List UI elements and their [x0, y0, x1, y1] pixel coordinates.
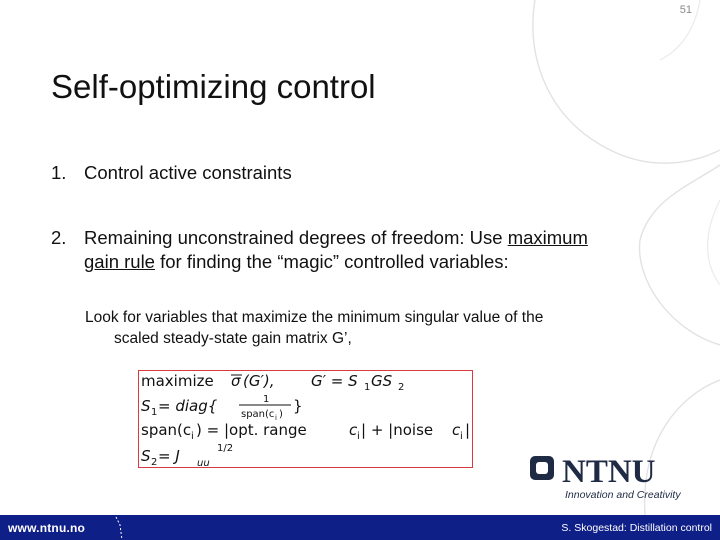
slide-title: Self-optimizing control [51, 68, 376, 105]
formula-line-2-eq: = diag{ [158, 397, 218, 415]
formula-line-4-lhs: S [141, 447, 151, 465]
list-item-text: Control active constraints [84, 162, 292, 183]
footer-bar [0, 515, 720, 540]
formula-line-1-mid: GS [371, 372, 393, 390]
formula-line-2-numerator: 1 [263, 394, 270, 405]
footer-decoration [112, 515, 132, 540]
formula-line-1-sub-1: 1 [364, 382, 371, 393]
formula-line-4-sub: uu [197, 458, 210, 467]
list-item-number: 2. [51, 227, 67, 248]
sub-item-line-2: scaled steady-state gain matrix G’, [114, 330, 352, 347]
formula-line-1-prefix: maximize [141, 372, 214, 390]
ntnu-logo [530, 454, 690, 504]
formula-line-2-lhs: S [141, 397, 151, 415]
formula-line-3-end-sub: i [460, 431, 463, 442]
formula-line-3-var-sub: i [357, 431, 360, 442]
formula-line-2-denominator-close: ) [279, 409, 283, 420]
logo-tagline: Innovation and Creativity [565, 489, 681, 501]
formula-equations [139, 371, 472, 467]
formula-line-4-lhs-sub: 2 [151, 457, 158, 467]
list-item-text [84, 226, 611, 274]
list-item-text-end: for finding the “magic” controlled variables: [154, 251, 509, 272]
sub-item-line-1: Look for variables that maximize the minimum singular value of the [85, 309, 544, 326]
list-item-2 [51, 226, 611, 274]
formula-line-3-plus: | + |noise [361, 421, 434, 439]
formula-line-1-sub-2: 2 [398, 382, 405, 393]
list-item-number: 1. [51, 162, 67, 183]
sub-item [85, 307, 645, 349]
formula-line-3-bar: | [465, 421, 471, 439]
formula-sigma: σ [231, 372, 241, 390]
formula-line-3-var: c [349, 421, 358, 439]
formula-line-3-mid: ) = |opt. range [196, 421, 307, 439]
list-item-1 [51, 161, 292, 185]
formula-line-2-lhs-sub: 1 [151, 407, 158, 418]
formula-line-1-arg: (G′), [243, 372, 275, 390]
list-item-text-start: Remaining unconstrained degrees of freedom: Use [84, 227, 508, 248]
formula-line-2-denominator-sub: i [275, 414, 277, 422]
logo-wordmark: NTNU [562, 454, 656, 490]
formula-line-4-eq: = J [158, 447, 180, 465]
page-number: 51 [679, 4, 692, 16]
formula-line-2-close: } [293, 397, 303, 415]
formula-line-3-lhs-sub: i [191, 431, 194, 442]
maximum-gain-rule-text: maximum gain rule [84, 227, 588, 272]
footer-url: www.ntnu.no [8, 521, 86, 535]
formula-line-3-end: c [452, 421, 461, 439]
formula-line-2-denominator: span(c [241, 409, 275, 420]
formula-image [138, 370, 473, 468]
formula-line-3-lhs: span(c [141, 421, 192, 439]
formula-line-1-eq: G′ = S [311, 372, 358, 390]
footer-credit: S. Skogestad: Distillation control [561, 522, 712, 534]
formula-line-4-sup: 1/2 [217, 443, 234, 454]
